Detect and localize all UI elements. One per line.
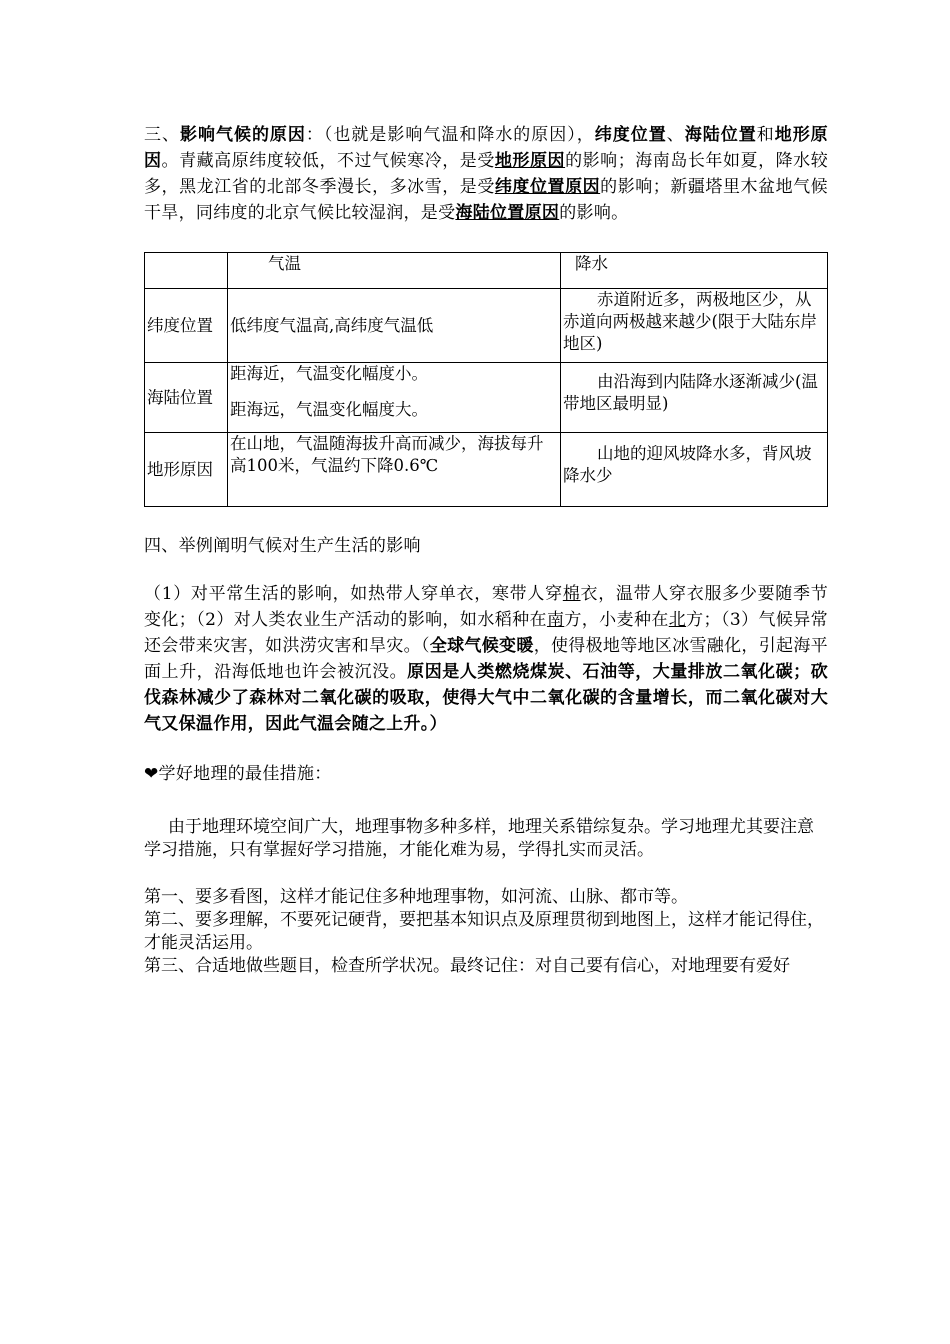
section4-text4: 方；（3）气候异常还会带来灾害，如洪涝灾害和旱灾。（ <box>144 610 828 656</box>
row-temperature-cell <box>228 363 561 433</box>
row-temperature: 距海近，气温变化幅度小。 <box>230 364 428 383</box>
section4-text5: ，使得极地等地区冰雪融化，引起海平面上升，沿海低地也许会被沉没。 <box>144 636 828 682</box>
section4-text2: 衣，温带人穿衣服多少要随季节变化；（2）对人类农业生产活动的影响，如水稻种在 <box>144 584 829 630</box>
header-temperature: 气温 <box>228 253 561 289</box>
row-factor: 纬度位置 <box>145 289 228 363</box>
section3-paragraph <box>144 122 828 226</box>
row-precipitation: 山地的迎风坡降水多，背风坡降水少 <box>561 433 828 507</box>
row-temperature-2: 距海远，气温变化幅度大。 <box>230 400 428 419</box>
section3-colon: ：（也就是影响气温和降水的原因）， <box>305 125 595 145</box>
section4-heading: 四、举例阐明气候对生产生活的影响 <box>144 536 421 556</box>
tips-point-3: 第三、合适地做些题目，检查所学状况。最终记住：对自己要有信心，对地理要有爱好 <box>144 956 790 975</box>
table-header-row <box>145 253 828 289</box>
factor-land-sea: 海陆位置 <box>684 125 757 145</box>
underlined-cotton: 棉 <box>562 584 581 604</box>
section3-text3: 的影响；新疆塔里木盆地气候干旱，同纬度的北京气候比较湿润，是受 <box>144 177 828 223</box>
section4-text3: 方，小麦种在 <box>564 610 669 630</box>
tips-intro: 由于地理环境空间广大，地理事物多种多样，地理关系错综复杂。学习地理尤其要注意学习措施，只有掌握好学习措施，才能化难为易，学得扎实而灵活。 <box>144 817 814 859</box>
section3-heading: 影响气候的原因 <box>179 125 306 145</box>
table-corner-cell <box>145 253 228 289</box>
section3-text1: 。青藏高原纬度较低，不过气候寒冷，是受 <box>161 151 495 171</box>
row-precipitation: 赤道附近多，两极地区少，从赤道向两极越来越少(限于大陆东岸地区) <box>561 289 828 363</box>
underlined-latitude-cause: 纬度位置原因 <box>494 177 601 197</box>
underlined-north: 北 <box>668 610 687 630</box>
factor-latitude: 纬度位置 <box>594 125 667 145</box>
tips-point-1: 第一、要多看图，这样才能记住多种地理事物，如河流、山脉、都市等。 <box>144 887 688 906</box>
global-warming-term: 全球气候变暖 <box>429 636 534 656</box>
cause-statement: 原因是人类燃烧煤炭、石油等，大量排放二氧化碳； <box>407 662 811 682</box>
table-row <box>145 363 828 433</box>
header-precipitation: 降水 <box>561 253 828 289</box>
tips-heading: ❤学好地理的最佳措施： <box>144 764 332 784</box>
table-row <box>145 433 828 507</box>
section4-text1: （1）对平常生活的影响，如热带人穿单衣，寒带人穿 <box>144 584 563 604</box>
row-precipitation: 由沿海到内陆降水逐渐减少(温带地区最明显) <box>561 363 828 433</box>
section3-text2: 的影响；海南岛长年如夏，降水较多，黑龙江省的北部冬季漫长，多冰雪，是受 <box>144 151 828 197</box>
row-factor: 海陆位置 <box>145 363 228 433</box>
section4-paragraph <box>144 581 828 737</box>
row-temperature: 在山地，气温随海拔升高而减少，海拔每升高100米，气温约下降0.6℃ <box>228 433 561 507</box>
section3-prefix: 三、 <box>144 125 180 145</box>
underlined-south: 南 <box>546 610 565 630</box>
separator: 、 <box>666 125 685 145</box>
table-row <box>145 289 828 363</box>
tips-point-2: 第二、要多理解，不要死记硬背，要把基本知识点及原理贯彻到地图上，这样才能记得住，才能灵活运用。 <box>144 910 824 952</box>
document-page <box>144 122 828 977</box>
climate-factors-table <box>144 252 828 507</box>
underlined-terrain-cause: 地形原因 <box>494 151 566 171</box>
factor-terrain: 地形原因 <box>144 125 828 171</box>
underlined-land-sea-cause: 海陆位置原因 <box>455 203 560 223</box>
conjunction: 和 <box>756 125 775 145</box>
section4-text6: 砍伐森林减少了森林对二氧化碳的吸取，使得大气中二氧化碳的含量增长，而二氧化碳对大气又保温作用，因此气温会随之上升。） <box>144 662 828 734</box>
section3-text4: 的影响。 <box>559 203 629 223</box>
row-temperature: 低纬度气温高,高纬度气温低 <box>228 289 561 363</box>
row-factor: 地形原因 <box>145 433 228 507</box>
